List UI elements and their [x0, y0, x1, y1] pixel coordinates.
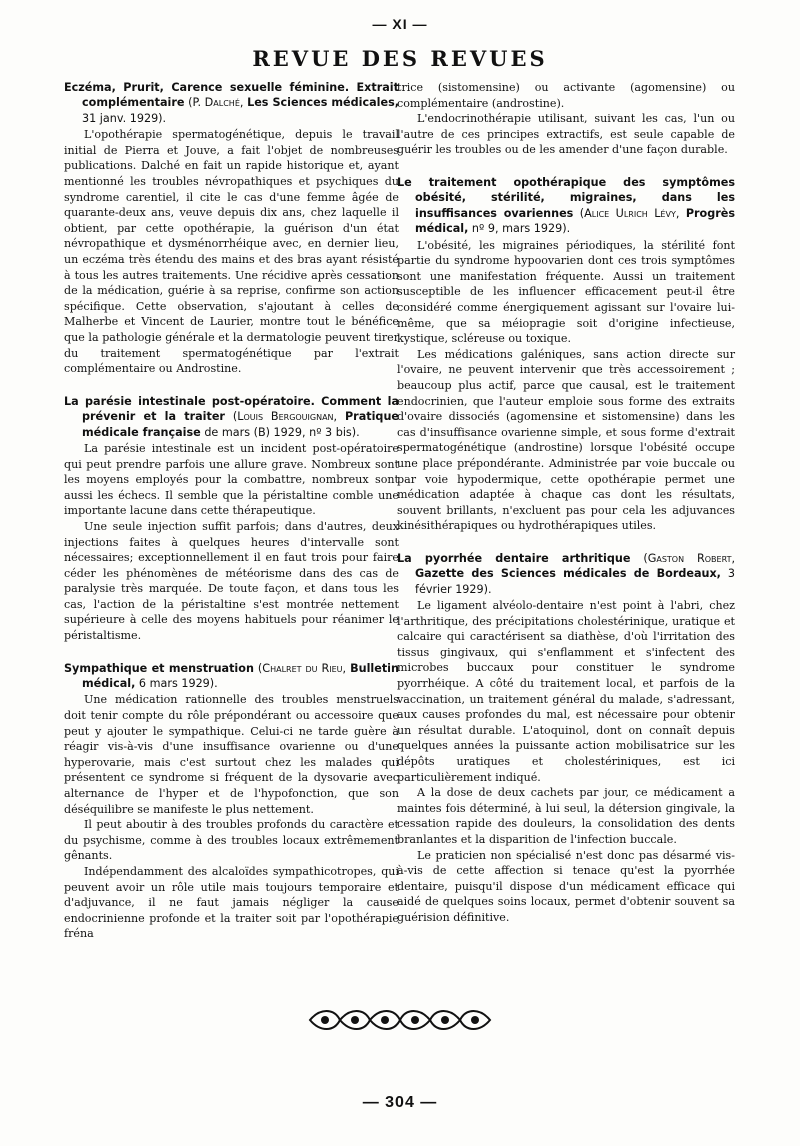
article-heading: La parésie intestinale post-opératoire. Comment la prévenir et la traiter	[64, 394, 399, 424]
article-title	[64, 80, 399, 126]
paragraph: Les médications galéniques, sans action directe sur l'ovaire, ne peuvent intervenir que très accessoirement ; beaucoup plus actif, parce que causal, est le traitement endocrinien, que l'auteur emploie sous forme des extraits d'ovaire dissociés (agomensine et sistomensine) dans les cas d'insuffisance ovarienne simple, et sous forme d'extrait spermatogénétique (androstine) lorsque l'obésité occupe une place prépondérante. Administrée par voie buccale ou par voie hypodermique, cette opothérapie permet une médication adaptée à chaque cas dont les résultats, souvent brillants, n'excluent pas pour cela les adjuvances kinésithérapiques ou hydrothérapiques utiles.	[397, 347, 735, 533]
article-heading: Le traitement opothérapique des symptômes obésité, stérilité, migraines, dans les insuffisances ovariennes	[397, 175, 735, 220]
article-heading: Sympathique et menstruation	[64, 661, 254, 675]
article-date: 6 mars 1929).	[138, 677, 218, 691]
article-title	[397, 551, 735, 597]
article-title	[64, 394, 399, 440]
paragraph: trice (sistomensine) ou activante (agomensine) ou complémentaire (androstine).	[397, 81, 735, 110]
article-journal: Les Sciences médicales,	[247, 96, 399, 110]
article-date: 31 janv. 1929).	[82, 111, 167, 125]
page-number: — 304 —	[362, 1094, 438, 1111]
paragraph: La parésie intestinale est un incident post-opératoire qui peut prendre parfois une allure grave. Nombreux sont les moyens employés pour la combattre, nombreux sont aussi les échecs. Il semble que la péristaltine comble une importante lacune dans cette thérapeutique.	[64, 441, 399, 518]
article-paresie	[64, 394, 399, 644]
paragraph: Il peut aboutir à des troubles profonds du caractère et du psychisme, comme à des troubles locaux extrêmement gênants.	[64, 818, 399, 863]
ornament-icon	[300, 1004, 500, 1036]
paragraph: Une médication rationnelle des troubles menstruels doit tenir compte du rôle prépondérant ou accessoire que peut y ajouter le sympathique. Celui-ci ne tarde guère à réagir vis-à-vis d'une insuffisance ovarienne ou d'une hyperovarie, mais c'est surtout chez les malades qui présentent ce syndrome si fréquent de la dysovarie avec alternance de l'hyper et de l'hypofonction, que son déséquilibre se manifeste le plus nettement.	[64, 693, 399, 816]
article-author: (Alice Ulrich Lévy,	[579, 206, 680, 220]
paragraph: Une seule injection suffit parfois; dans d'autres, deux injections faites à quelques heures d'intervalle sont nécessaires; exceptionnellement il en faut trois pour faire céder les phénomènes de météorisme dans des cas de paralysie très marquée. De toute façon, et dans tous les cas, l'action de la péristaltine s'est montrée nettement supérieure à celle des moyens habituels pour réanimer le péristaltisme.	[64, 519, 399, 643]
article-heading: La pyorrhée dentaire arthritique	[397, 551, 631, 565]
paragraph: Le praticien non spécialisé n'est donc pas désarmé vis-à-vis de cette affection si tenace qu'est la pyorrhée dentaire, puisqu'il dispose d'un médicament efficace qui aidé de quelques soins locaux, permet d'obtenir souvent sa guérision définitive.	[397, 848, 735, 924]
article-date: de mars (B) 1929, nº 3 bis).	[204, 425, 360, 439]
paragraph: Indépendamment des alcaloïdes sympathicotropes, qui peuvent avoir un rôle utile mais toujours temporaire et d'adjuvance, il ne faut jamais négliger la cause endocrinienne profonde et la traiter soit par l'opothérapie fréna	[64, 865, 399, 941]
article-author: (P. Dalché,	[188, 96, 244, 110]
article-journal: Bulletin médical,	[82, 661, 399, 691]
article-journal: Progrès médical,	[415, 206, 735, 236]
section-title: REVUE DES REVUES	[252, 46, 548, 71]
article-date: nº 9, mars 1929).	[471, 222, 571, 236]
article-heading: Eczéma, Prurit, Carence sexuelle féminine. Extrait complémentaire	[64, 81, 399, 110]
article-journal: Gazette des Sciences médicales de Bordeaux,	[415, 567, 721, 581]
article-sympathique-continued	[397, 80, 735, 158]
article-title	[64, 661, 399, 692]
paragraph: L'endocrinothérapie utilisant, suivant les cas, l'un ou l'autre de ces principes extractifs, est seule capable de guérir les troubles ou de les amender d'une façon durable.	[397, 112, 735, 157]
article-author: (Gaston Robert,	[643, 551, 736, 565]
paragraph: L'opothérapie spermatogénétique, depuis le travail initial de Pierra et Jouve, a fait l'objet de nombreuses publications. Dalché en fait un rapide historique et, ayant mentionné les troubles névropathiques et psychiques du syndrome carentiel, il cite le cas d'une femme âgée de quarante-deux ans, veuve depuis dix ans, chez laquelle il obtient, par cette opothérapie, la guérison d'un état névropathique et dysménorrhéique avec, en dernier lieu, un eczéma très étendu des mains et des bras ayant résisté à tous les autres traitements. Une récidive après cessation de la médication, guérie à sa reprise, confirme son action spécifique. Cette observation, s'ajoutant à celles de Malherbe et Vincent de Laurier, montre tout le bénéfice que la pathologie générale et la dermatologie peuvent tirer du traitement spermatogénétique par l'extrait complémentaire ou Androstine.	[64, 128, 399, 376]
paragraph: Le ligament alvéolo-dentaire n'est point à l'abri, chez l'arthritique, des précipitations cholestérinique, uratique et calcaire qui caractérisent sa diathèse, d'où l'irritation des tissus gingivaux, qui s'enflamment et s'infectent des microbes buccaux pour constituer le syndrome pyorrhéique. A côté du traitement local, et parfois de la vaccination, un traitement général du malade, s'adressant, aux causes profondes du mal, est nécessaire pour obtenir un résultat durable. L'atoquinol, dont on connaît depuis quelques années la puissante action mobilisatrice sur les dépôts uratiques et cholestériniques, est ici particulièrement indiqué.	[397, 599, 735, 784]
decorative-ornament	[0, 1000, 800, 1040]
article-pyorrhee	[397, 551, 735, 926]
article-traitement	[397, 175, 735, 534]
article-author: (Chalret du Rieu,	[257, 661, 347, 675]
paragraph: L'obésité, les migraines périodiques, la stérilité font partie du syndrome hypoovarien dont ces trois symptômes sont une manifestation fréquente. Aussi un traitement susceptible de les influencer efficacement peut-il être considéré comme énergiquement agissant sur l'ovaire lui-même, que sa méiopragie soit d'origine infectieuse, kystique, scléreuse ou toxique.	[397, 238, 735, 346]
right-column	[397, 80, 735, 943]
article-eczema	[64, 80, 399, 377]
article-sympathique	[64, 661, 399, 942]
article-title	[397, 175, 735, 237]
article-author: (Louis Bergouignan,	[232, 410, 338, 424]
left-column	[64, 80, 399, 959]
article-date: 3 février 1929).	[415, 567, 735, 596]
paragraph: A la dose de deux cachets par jour, ce médicament a maintes fois déterminé, à lui seul, la détersion gingivale, la cessation rapide des douleurs, la consolidation des dents branlantes et la disparition de l'infection buccale.	[397, 786, 735, 846]
page-roman-numeral: — XI —	[372, 16, 428, 32]
article-journal: Pratique médicale française	[82, 410, 399, 439]
